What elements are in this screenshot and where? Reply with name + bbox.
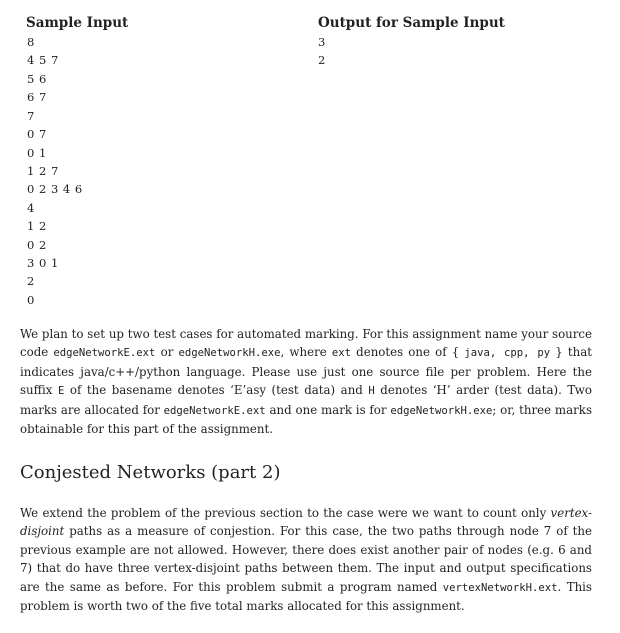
input-line: 7 [27, 109, 35, 123]
submission-paragraph: We plan to set up two test cases for automated marking. For this assignment name your source code edgeNetworkE.ext or edgeNetworkH.exe, where ext denotes one of { java, cpp, py } that indicates java/c++/python language. Please use just one source file per problem. Here the suffix E of the basename denotes ‘E’asy (test data) and H denotes ‘H’ arder (test data). Two marks are allocated for edgeNetworkE.ext and one mark is for edgeNetworkH.exe; or, three marks obtainable for this part of the assignment. [20, 327, 592, 437]
emphasis: vertex-disjoint [20, 506, 592, 539]
filename: edgeNetworkE.ext [53, 347, 156, 360]
code-term: ext [331, 347, 352, 360]
input-line: 5 6 [27, 72, 47, 86]
input-line: 6 7 [27, 90, 47, 104]
input-line: 1 2 [27, 219, 47, 233]
input-line: 4 [27, 201, 35, 215]
input-line: 0 1 [27, 146, 47, 160]
filename: vertexNetworkH.ext [442, 581, 558, 594]
input-line: 3 0 1 [27, 256, 59, 270]
input-line: 0 7 [27, 127, 47, 141]
input-line: 0 2 [27, 238, 47, 252]
part2-paragraph: We extend the problem of the previous section to the case were we want to count only vertex-disjoint paths as a measure of conjestion. For this case, the two paths through node 7 of the previous example are not allowed. However, there does exist another pair of nodes (e.g. 6 and 7) that do have three vertex-disjoint paths between them. The input and output specifications are the same as before. For this problem submit a program named vertexNetworkH.ext. This problem is worth two of the five total marks allocated for this assignment. [20, 506, 592, 614]
code-term: H [368, 385, 375, 398]
input-line: 4 5 7 [27, 53, 59, 67]
input-line: 8 [27, 35, 35, 49]
code-term: E [57, 385, 65, 398]
input-line: 0 [27, 293, 35, 307]
sample-output-heading: Output for Sample Input [318, 15, 505, 31]
filename: edgeNetworkH.exe [390, 404, 493, 417]
code-term: java, cpp, py [464, 347, 551, 360]
input-line: 1 2 7 [27, 164, 59, 178]
input-line: 0 2 3 4 6 [27, 182, 83, 196]
section-title: Conjested Networks (part 2) [20, 462, 281, 483]
output-line: 3 [318, 35, 326, 49]
output-line: 2 [318, 53, 326, 67]
sample-input-heading: Sample Input [26, 15, 129, 31]
filename: edgeNetworkE.ext [163, 404, 266, 417]
input-line: 2 [27, 274, 35, 288]
filename: edgeNetworkH.exe [178, 347, 281, 360]
